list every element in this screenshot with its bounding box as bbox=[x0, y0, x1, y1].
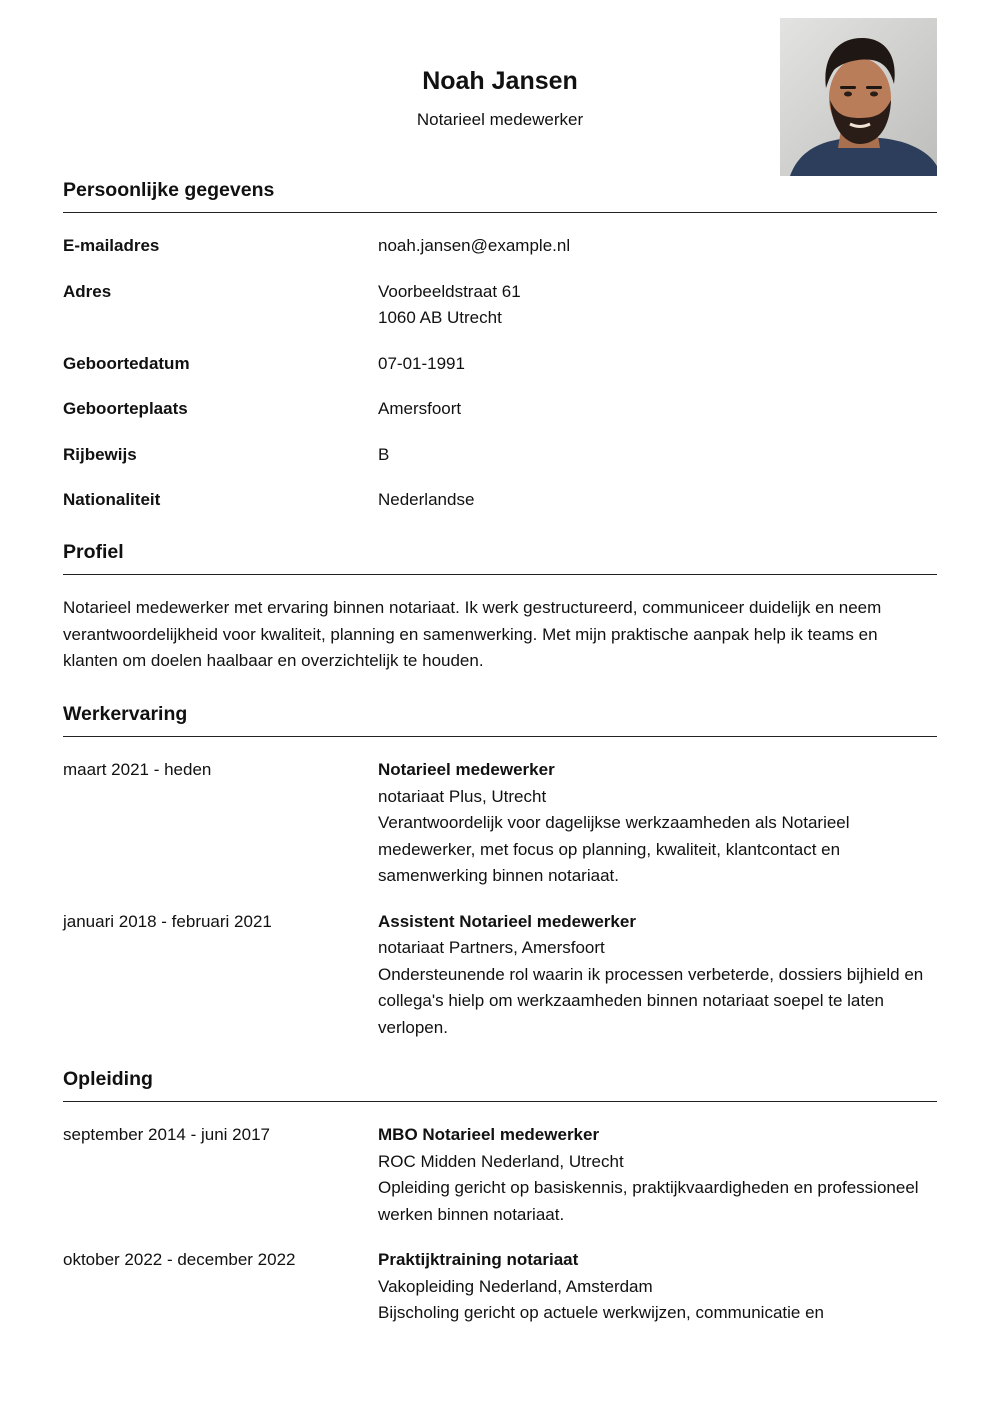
detail-label: Geboortedatum bbox=[63, 353, 190, 373]
entry-organization: notariaat Plus, Utrecht bbox=[378, 786, 547, 806]
detail-label: Rijbewijs bbox=[63, 444, 137, 464]
entry-date: maart 2021 - heden bbox=[63, 760, 212, 779]
address-line-1: Voorbeeldstraat 61 bbox=[378, 281, 521, 301]
section-heading: Opleiding bbox=[63, 1065, 937, 1102]
entry-date: januari 2018 - februari 2021 bbox=[63, 911, 272, 931]
entry-body bbox=[378, 909, 937, 1042]
section-heading: Werkervaring bbox=[63, 700, 937, 737]
detail-value: Nederlandse bbox=[378, 490, 475, 509]
education-section bbox=[63, 1065, 937, 1327]
detail-row-email bbox=[63, 233, 937, 260]
entry-organization: notariaat Partners, Amersfoort bbox=[378, 938, 605, 957]
entry-description: Opleiding gericht op basiskennis, praktijkvaardigheden en professioneel werken binnen notariaat. bbox=[378, 1178, 919, 1224]
detail-row-address bbox=[63, 279, 937, 332]
profile-text: Notarieel medewerker met ervaring binnen notariaat. Ik werk gestructureerd, communiceer duidelijk en neem verantwoordelijkheid voor kwaliteit, planning en samenwerking. Met mijn praktische aanpak help ik teams en klanten om doelen haalbaar en overzichtelijk te houden. bbox=[63, 598, 882, 670]
entry-description: Verantwoordelijk voor dagelijkse werkzaamheden als Notarieel medewerker, met focus op planning, kwaliteit, klantcontact en samenwerking binnen notariaat. bbox=[378, 813, 850, 885]
entry-body bbox=[378, 1122, 937, 1228]
detail-value: Amersfoort bbox=[378, 399, 462, 418]
experience-entry bbox=[63, 909, 937, 1042]
detail-value: B bbox=[378, 444, 390, 464]
entry-role: Assistent Notarieel medewerker bbox=[378, 911, 636, 931]
entry-date: oktober 2022 - december 2022 bbox=[63, 1250, 296, 1269]
education-entry bbox=[63, 1122, 937, 1228]
personal-details-section bbox=[63, 176, 937, 514]
cv-header bbox=[0, 0, 1000, 180]
detail-row-birthdate bbox=[63, 351, 937, 378]
detail-label: Geboorteplaats bbox=[63, 399, 188, 418]
entry-date: september 2014 - juni 2017 bbox=[63, 1125, 270, 1144]
detail-row-nationality bbox=[63, 487, 937, 514]
entry-body bbox=[378, 1247, 937, 1327]
portrait-image bbox=[780, 18, 937, 176]
section-heading: Profiel bbox=[63, 538, 937, 575]
person-job-title: Notarieel medewerker bbox=[416, 110, 584, 129]
detail-value: noah.jansen@example.nl bbox=[378, 236, 571, 255]
detail-label: Adres bbox=[63, 281, 112, 301]
person-name: Noah Jansen bbox=[422, 67, 578, 95]
education-entry bbox=[63, 1247, 937, 1327]
section-heading: Persoonlijke gegevens bbox=[63, 176, 937, 213]
entry-role: MBO Notarieel medewerker bbox=[378, 1125, 600, 1144]
entry-role: Notarieel medewerker bbox=[378, 760, 555, 779]
entry-description: Bijscholing gericht op actuele werkwijzen, communicatie en bbox=[378, 1303, 824, 1322]
detail-value: 07-01-1991 bbox=[378, 353, 465, 373]
detail-row-license bbox=[63, 442, 937, 469]
entry-role: Praktijktraining notariaat bbox=[378, 1250, 579, 1269]
address-line-2: 1060 AB Utrecht bbox=[378, 308, 502, 327]
experience-section bbox=[63, 700, 937, 1041]
detail-value bbox=[378, 279, 937, 332]
entry-organization: Vakopleiding Nederland, Amsterdam bbox=[378, 1276, 653, 1296]
profile-section bbox=[63, 538, 937, 675]
entry-organization: ROC Midden Nederland, Utrecht bbox=[378, 1151, 624, 1171]
detail-label: E-mailadres bbox=[63, 236, 160, 255]
detail-row-birthplace bbox=[63, 396, 937, 423]
experience-entry bbox=[63, 757, 937, 890]
entry-description: Ondersteunende rol waarin ik processen verbeterde, dossiers bijhield en collega's hielp om werkzaamheden binnen notariaat soepel te laten verlopen. bbox=[378, 964, 924, 1037]
detail-label: Nationaliteit bbox=[63, 490, 161, 509]
entry-body bbox=[378, 757, 937, 890]
profile-photo bbox=[780, 18, 937, 176]
